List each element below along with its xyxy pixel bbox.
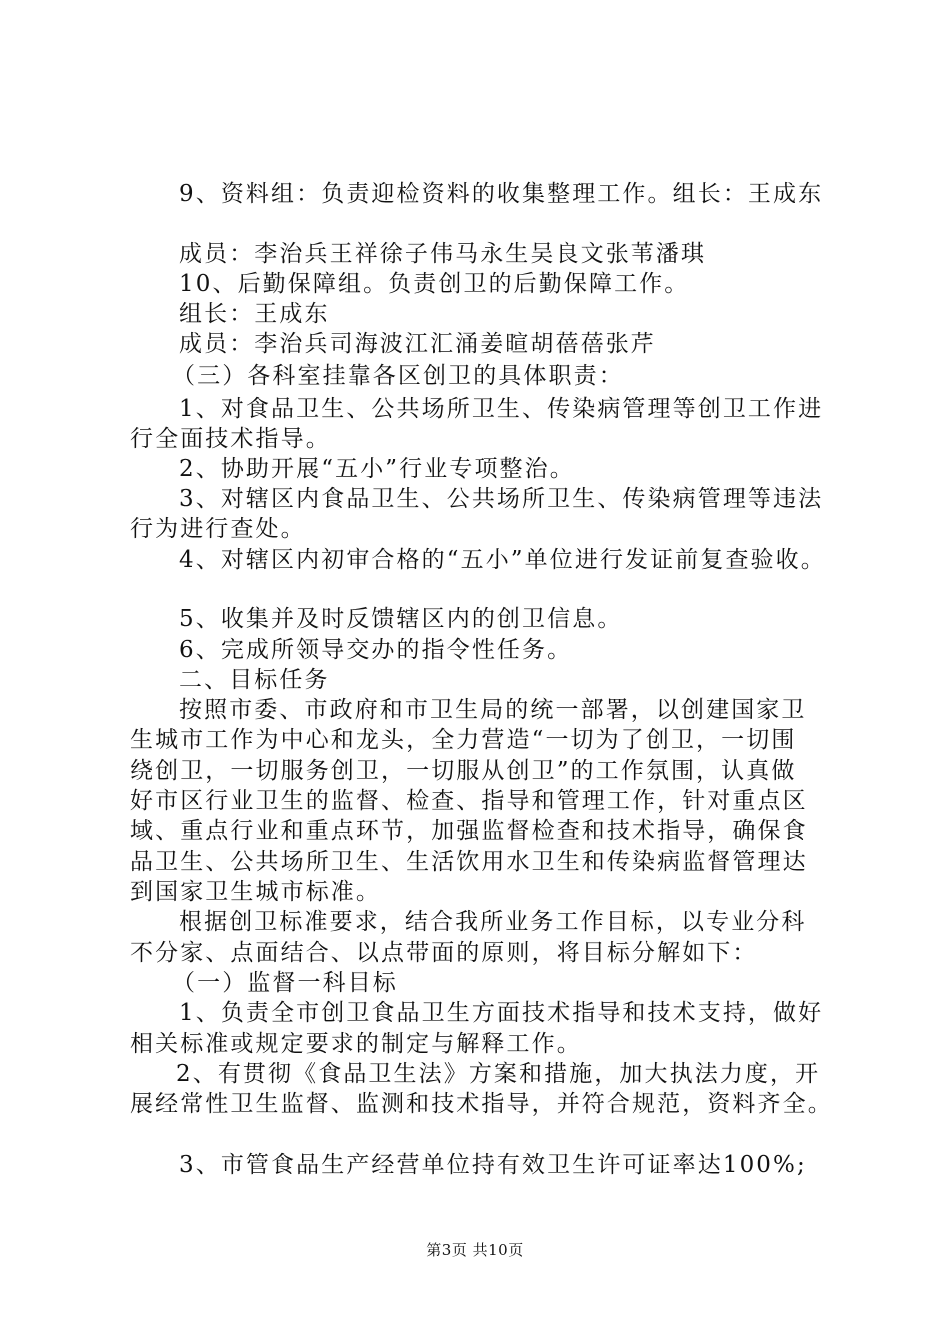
text-line: 根据创卫标准要求，结合我所业务工作目标，以专业分科 (179, 909, 807, 935)
text-line: 2、协助开展“五小”行业专项整治。 (179, 456, 575, 482)
section-heading: （一）监督一科目标 (172, 970, 398, 996)
text-line: 不分家、点面结合、以点带面的原则，将目标分解如下： (130, 940, 758, 966)
text-line: 3、对辖区内食品卫生、公共场所卫生、传染病管理等违法 (179, 486, 824, 512)
text-line: 10、后勤保障组。负责创卫的后勤保障工作。 (179, 271, 690, 297)
text-line: 成员：李治兵司海波江汇涌姜暄胡蓓蓓张芹 (179, 331, 656, 357)
text-line: 好市区行业卫生的监督、检查、指导和管理工作，针对重点区 (130, 788, 808, 814)
text-line: 2、有贯彻《食品卫生法》方案和措施，加大执法力度，开 (176, 1061, 821, 1087)
text-line: 品卫生、公共场所卫生、生活饮用水卫生和传染病监督管理达 (130, 849, 808, 875)
text-line: 4、对辖区内初审合格的“五小”单位进行发证前复查验收。 (179, 547, 826, 573)
text-line: 9、资料组：负责迎检资料的收集整理工作。组长：王成东 (179, 181, 824, 207)
text-line: 域、重点行业和重点环节，加强监督检查和技术指导，确保食 (130, 818, 808, 844)
section-heading: 二、目标任务 (179, 667, 330, 693)
text-line: 展经常性卫生监督、监测和技术指导，并符合规范，资料齐全。 (130, 1091, 833, 1117)
text-line: 3、市管食品生产经营单位持有效卫生许可证率达100%; (179, 1152, 807, 1178)
text-line: 按照市委、市政府和市卫生局的统一部署，以创建国家卫 (179, 697, 807, 723)
text-line: 1、负责全市创卫食品卫生方面技术指导和技术支持，做好 (179, 1000, 824, 1026)
text-line: 组长：王成东 (179, 301, 330, 327)
text-line: 行为进行查处。 (130, 516, 306, 542)
text-line: 5、收集并及时反馈辖区内的创卫信息。 (179, 606, 623, 632)
text-line: 6、完成所领导交办的指令性任务。 (179, 637, 573, 663)
text-line: 到国家卫生城市标准。 (130, 879, 381, 905)
text-line: 相关标准或规定要求的制定与解释工作。 (130, 1031, 582, 1057)
text-line: 行全面技术指导。 (130, 426, 331, 452)
text-line: 1、对食品卫生、公共场所卫生、传染病管理等创卫工作进 (179, 396, 824, 422)
text-line: 生城市工作为中心和龙头，全力营造“一切为了创卫，一切围 (130, 727, 797, 753)
text-line: 成员：李治兵王祥徐子伟马永生吴良文张苇潘琪 (179, 241, 707, 267)
text-line: 绕创卫，一切服务创卫，一切服从创卫”的工作氛围，认真做 (130, 758, 797, 784)
page-number-footer: 第3页 共10页 (426, 1241, 524, 1259)
section-heading: （三）各科室挂靠各区创卫的具体职责： (172, 363, 624, 389)
